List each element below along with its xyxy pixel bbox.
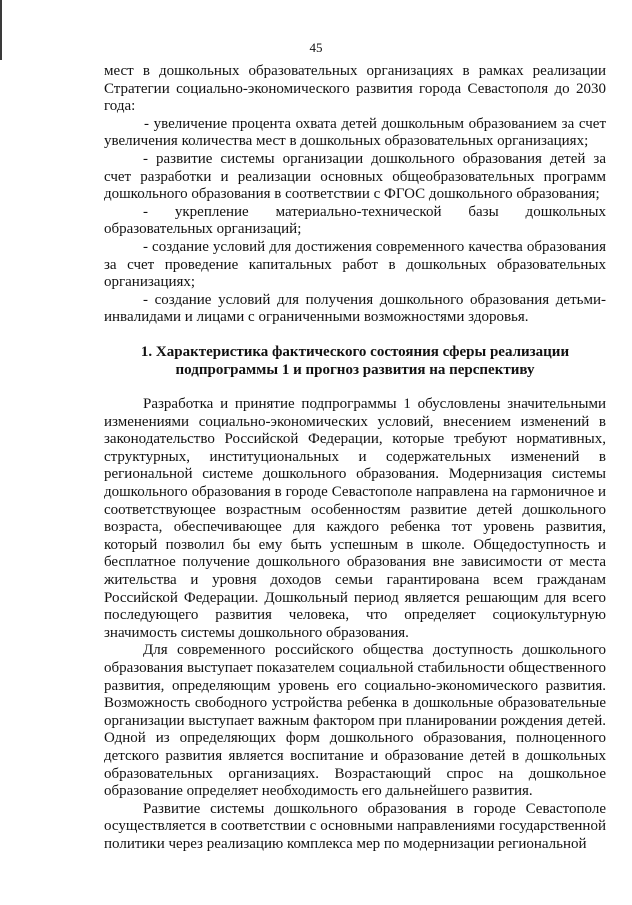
paragraph: Разработка и принятие подпрограммы 1 обусловлены значительными изменениями социально-экономических условий, внесением изменений в законодательство Российской Федерации, которые требуют нормативных, структурных, институциональных и содержательных изменений в региональной системе дошкольного образования. Модернизация системы дошкольного образования в городе Севастополе направлена на гармоничное и соответствующее возрастным особенностям развитие детей дошкольного возраста, обеспечивающее для каждого ребенка тот уровень развития, который позволил бы ему быть успешным в школе. Общедоступность и бесплатное получение дошкольного образования вне зависимости от места жительства и уровня доходов семьи гарантирована всем гражданам Российской Федерации. Дошкольный период является решающим для всего последующего развития человека, что определяет социокультурную значимость системы дошкольного образования.: [104, 396, 606, 641]
list-item: - увеличение процента охвата детей дошкольным образованием за счет увеличения количества мест в дошкольных образовательных организациях;: [104, 115, 606, 150]
paragraph: Для современного российского общества доступность дошкольного образования выступает показателем социальной стабильности общественного развития, определяющим уровень его социально-экономического развития. Возможность свободного устройства ребенка в дошкольные образовательные организации выступает важным фактором при планировании рождения детей. Одной из определяющих форм дошкольного образования, полноценного детского развития является воспитание и образование детей в дошкольных образовательных организациях. Возрастающий спрос на дошкольное образование определяет необходимость его дальнейшего развития.: [104, 642, 606, 800]
list-item: - создание условий для достижения современного качества образования за счет проведение капитальных работ в дошкольных образовательных организациях;: [104, 238, 606, 291]
list-item: - развитие системы организации дошкольного образования детей за счет разработки и реализации основных общеобразовательных программ дошкольного образования в соответствии с ФГОС дошкольного образования;: [104, 150, 606, 203]
paragraph: Развитие системы дошкольного образования в городе Севастополе осуществляется в соответствии с основными направлениями государственной политики через реализацию комплекса мер по модернизации региональной: [104, 800, 606, 852]
list-item: - создание условий для получения дошкольного образования детьми-инвалидами и лицами с ограниченными возможностями здоровья.: [104, 291, 606, 326]
section-heading: [104, 344, 606, 379]
section-heading-line: 1. Характеристика фактического состояния сферы реализации: [140, 343, 570, 360]
paragraph: мест в дошкольных образовательных организациях в рамках реализации Стратегии социально-экономического развития города Севастополя до 2030 года:: [104, 63, 606, 115]
page-number: 45: [309, 40, 323, 55]
section-heading-line: подпрограммы 1 и прогноз развития на перспективу: [175, 361, 535, 378]
document-body: [104, 63, 606, 854]
list-item: - укрепление материально-технической базы дошкольных образовательных организаций;: [104, 203, 606, 238]
